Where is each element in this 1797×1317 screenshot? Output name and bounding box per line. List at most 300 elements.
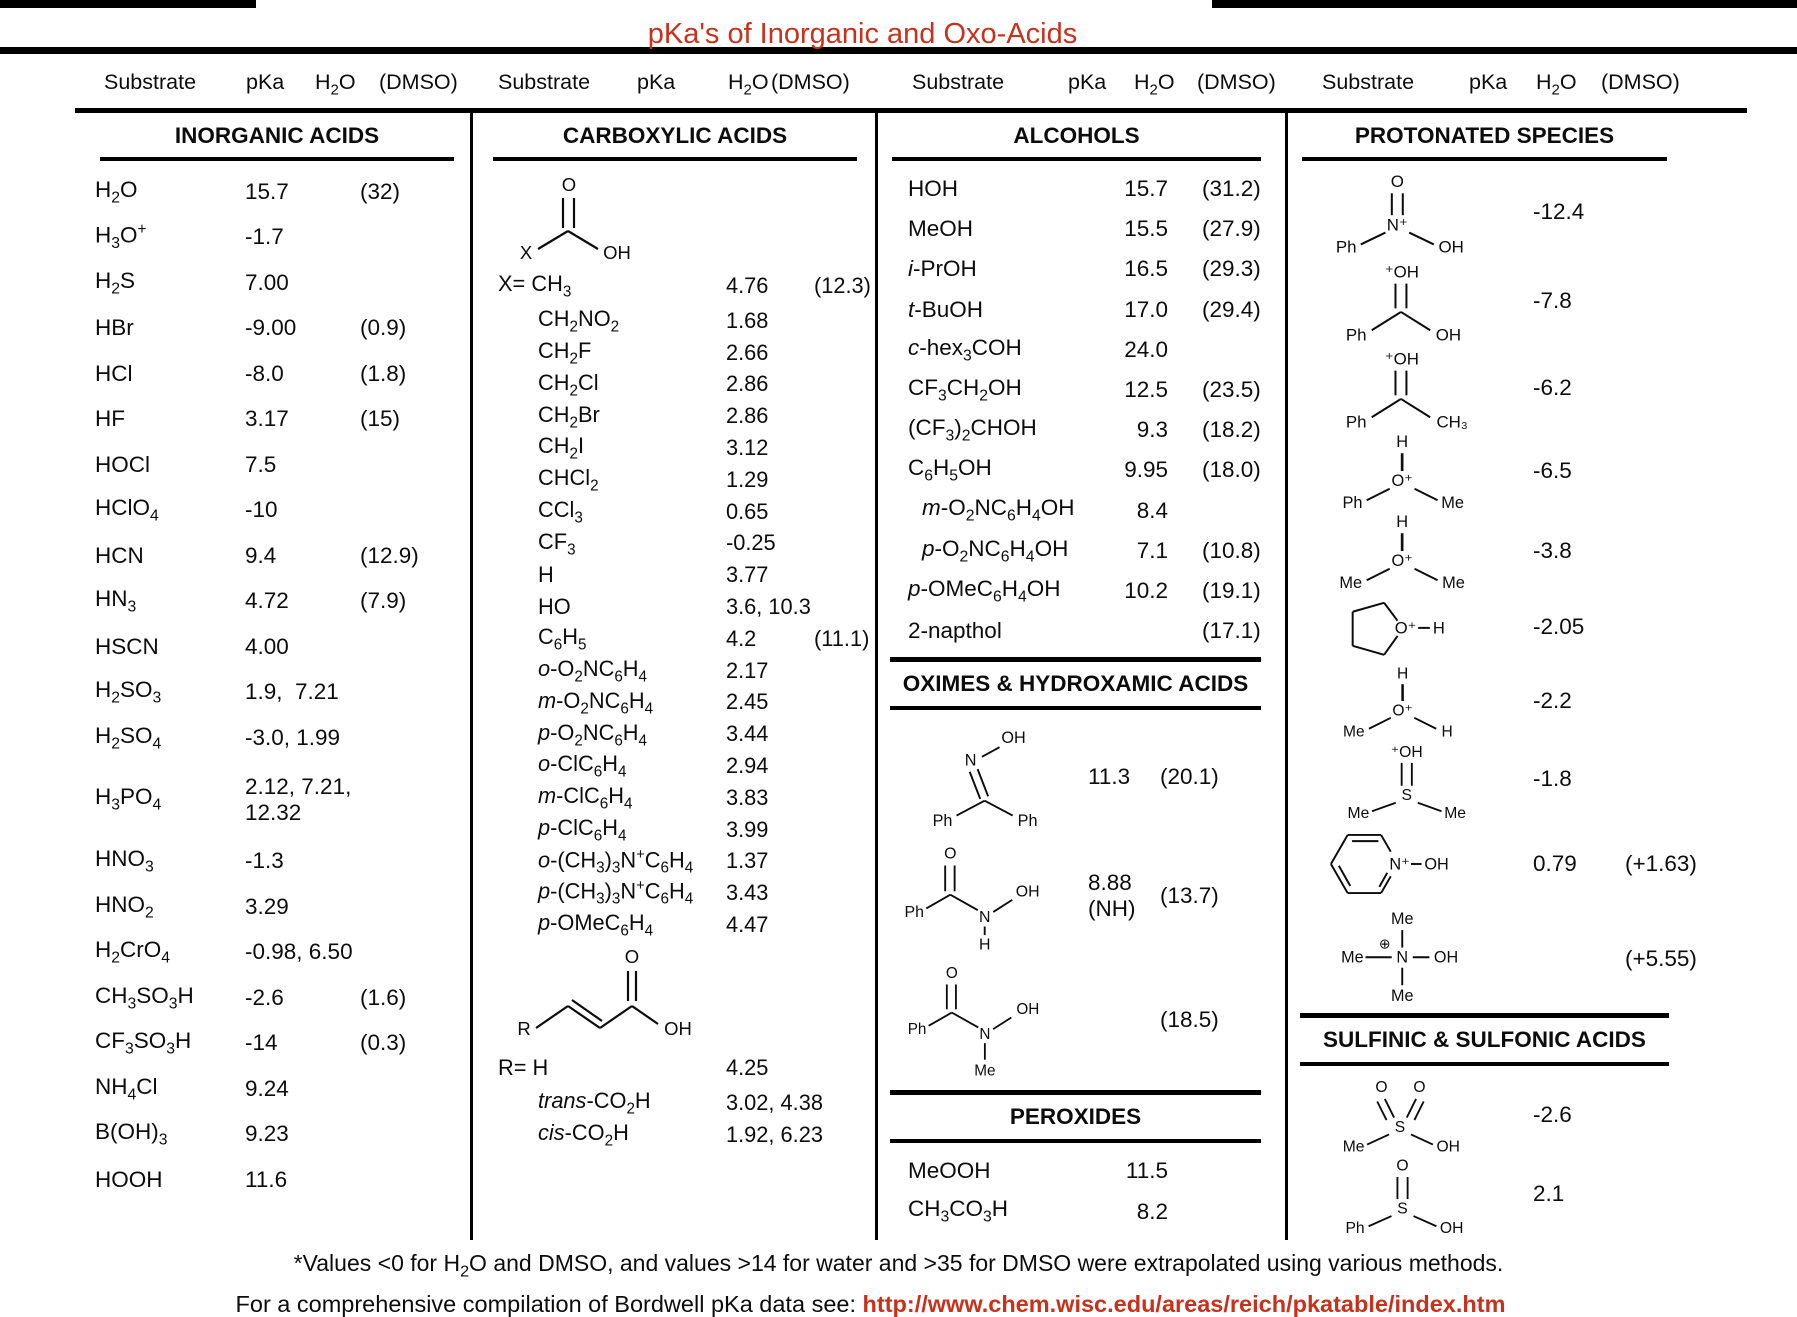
pka-value: -6.2 bbox=[1533, 375, 1572, 400]
section-title-inorganic-acids: INORGANIC ACIDS bbox=[100, 113, 454, 161]
pka-value: -1.7 bbox=[245, 224, 284, 250]
column-headers bbox=[0, 54, 1797, 108]
table-row bbox=[75, 1157, 470, 1203]
svg-text:Me: Me bbox=[1442, 574, 1465, 590]
table-row bbox=[75, 670, 470, 716]
table-row bbox=[75, 397, 470, 443]
substrate-formula: $H_2CrO_4$ bbox=[95, 937, 171, 967]
pka-value: 2.86 bbox=[726, 403, 769, 429]
substrate-formula: $o-O_2NC_6H_4$ bbox=[538, 655, 648, 686]
structure-row bbox=[1288, 1154, 1747, 1234]
substrate-formula: $X= CH_3$ bbox=[498, 271, 572, 301]
pka-value: 3.6, 10.3 bbox=[726, 594, 811, 620]
section-title-protonated-species: PROTONATED SPECIES bbox=[1302, 113, 1667, 161]
svg-text:Me: Me bbox=[1347, 805, 1370, 818]
svg-text:N: N bbox=[1396, 948, 1409, 967]
dmso-value: (18.5) bbox=[1160, 1007, 1219, 1033]
substrate-formula: $p-OMeC_6H_4$ bbox=[538, 910, 654, 940]
svg-text:N⁺: N⁺ bbox=[1386, 215, 1408, 235]
pka-value: 1.29 bbox=[726, 466, 769, 492]
header-h2o: $H_2O$ bbox=[1536, 70, 1577, 99]
table-row bbox=[473, 909, 875, 941]
svg-text:H: H bbox=[1396, 665, 1409, 683]
svg-text:⊕: ⊕ bbox=[1378, 935, 1391, 952]
table-row bbox=[878, 410, 1285, 450]
pka-value: 3.83 bbox=[726, 784, 769, 810]
structure-benzohydroxamic-acid bbox=[890, 838, 1088, 954]
structure-acrylic-acid bbox=[506, 943, 721, 1047]
substrate-formula: $H_2S$ bbox=[95, 267, 136, 297]
column-inorganic-acids bbox=[75, 113, 470, 1240]
substrate-formula: $HNO_2$ bbox=[95, 891, 154, 921]
table-row bbox=[75, 1112, 470, 1158]
pka-value: 4.2 bbox=[726, 625, 757, 651]
svg-text:Ph: Ph bbox=[904, 904, 924, 922]
footer-link[interactable]: http://www.chem.wisc.edu/areas/reich/pkatable/index.htm bbox=[862, 1290, 1506, 1317]
table-row bbox=[878, 1191, 1285, 1231]
svg-text:OH: OH bbox=[1436, 1138, 1460, 1153]
svg-text:OH: OH bbox=[1439, 1220, 1464, 1233]
svg-text:Ph: Ph bbox=[1335, 237, 1357, 256]
svg-text:O⁺: O⁺ bbox=[1391, 552, 1413, 571]
pka-value: 15.7 bbox=[1124, 176, 1168, 202]
pka-value: 2.1 bbox=[1533, 1181, 1565, 1206]
pka-value: 3.17 bbox=[245, 406, 289, 432]
substrate-formula: 2-napthol bbox=[908, 618, 1002, 644]
structure-row bbox=[1288, 431, 1747, 511]
pka-value: 2.66 bbox=[726, 339, 769, 365]
table-row bbox=[878, 209, 1285, 249]
structure-row bbox=[473, 941, 875, 1049]
table-row bbox=[473, 1087, 875, 1119]
svg-text:R: R bbox=[517, 1017, 531, 1039]
substrate-formula: $CH_2NO_2$ bbox=[538, 306, 620, 336]
pka-value: 3.02, 4.38 bbox=[726, 1089, 823, 1115]
pka-value: -14 bbox=[245, 1030, 278, 1056]
table-row bbox=[878, 370, 1285, 410]
svg-text:⁺OH: ⁺OH bbox=[1384, 349, 1419, 369]
table-row bbox=[473, 1049, 875, 1087]
section-title-peroxides: PEROXIDES bbox=[890, 1090, 1261, 1143]
structure-row bbox=[1288, 1076, 1747, 1154]
substrate-formula: $CF_3SO_3H$ bbox=[95, 1028, 192, 1058]
svg-text:Me: Me bbox=[974, 1062, 996, 1080]
svg-text:O: O bbox=[1375, 1079, 1388, 1097]
substrate-formula: $H_3O^+$ bbox=[95, 221, 147, 253]
pka-value: 0.79 bbox=[1533, 851, 1577, 876]
header-substrate: Substrate bbox=[104, 70, 197, 94]
substrate-formula: HOCl bbox=[95, 451, 150, 477]
svg-text:Me: Me bbox=[1343, 723, 1365, 738]
svg-text:Ph: Ph bbox=[932, 812, 953, 831]
substrate-formula: R= H bbox=[498, 1054, 549, 1080]
pka-value: 3.44 bbox=[726, 721, 769, 747]
table-row bbox=[878, 450, 1285, 490]
pka-value: 7.1 bbox=[1136, 537, 1168, 563]
table-row bbox=[878, 491, 1285, 531]
table-row bbox=[75, 351, 470, 397]
substrate-formula: $CH_2Br$ bbox=[538, 401, 600, 431]
table-row bbox=[473, 591, 875, 623]
table-row bbox=[473, 559, 875, 591]
table-row bbox=[75, 715, 470, 761]
header-dmso: (DMSO) bbox=[379, 70, 458, 94]
pka-value: 15.7 bbox=[245, 178, 289, 204]
svg-text:Me: Me bbox=[1441, 494, 1465, 510]
svg-text:Me: Me bbox=[1444, 805, 1466, 818]
dmso-value: (17.1) bbox=[1202, 618, 1261, 644]
dmso-value: (7.9) bbox=[360, 588, 407, 614]
table-row bbox=[878, 249, 1285, 289]
substrate-formula: HCN bbox=[95, 542, 144, 568]
svg-text:Ph: Ph bbox=[1345, 1220, 1365, 1233]
header-substrate: Substrate bbox=[912, 70, 1005, 94]
pka-value: -0.98, 6.50 bbox=[245, 939, 353, 965]
substrate-formula: $H_2SO_4$ bbox=[95, 722, 162, 752]
structure-row bbox=[878, 836, 1285, 956]
carboxylic-rows bbox=[473, 267, 875, 941]
structure-row bbox=[473, 165, 875, 267]
svg-text:H: H bbox=[1432, 618, 1445, 638]
pka-value: 2.17 bbox=[726, 657, 769, 683]
substrate-formula: HBr bbox=[95, 315, 134, 341]
svg-text:OH: OH bbox=[1016, 1001, 1040, 1019]
svg-text:O⁺: O⁺ bbox=[1392, 702, 1413, 720]
dmso-value: (+1.63) bbox=[1625, 851, 1697, 876]
svg-text:H: H bbox=[1441, 723, 1453, 738]
pka-value: -2.6 bbox=[245, 984, 284, 1010]
svg-text:N: N bbox=[964, 751, 977, 770]
table-row bbox=[878, 531, 1285, 571]
substrate-formula: $(CF_3)_2CHOH$ bbox=[908, 414, 1037, 445]
table-row bbox=[473, 305, 875, 337]
pka-value: -1.3 bbox=[245, 848, 284, 874]
header-substrate: Substrate bbox=[1322, 70, 1415, 94]
table-row bbox=[473, 267, 875, 305]
pka-value: 2.45 bbox=[726, 689, 769, 715]
svg-text:Ph: Ph bbox=[1345, 325, 1367, 344]
substrate-formula: $CF_3$ bbox=[538, 528, 576, 559]
svg-text:N⁺: N⁺ bbox=[1389, 855, 1410, 874]
svg-text:S: S bbox=[1394, 1118, 1406, 1136]
header-dmso: (DMSO) bbox=[1197, 70, 1276, 94]
structure-methanesulfonic-acid bbox=[1288, 1077, 1533, 1153]
svg-text:Ph: Ph bbox=[1342, 494, 1363, 510]
table-row bbox=[75, 1066, 470, 1112]
dmso-value: (12.3) bbox=[814, 273, 871, 298]
table-row bbox=[75, 442, 470, 488]
substrate-formula: i-PrOH bbox=[908, 256, 977, 282]
section-title-alcohols: ALCOHOLS bbox=[892, 113, 1261, 161]
table-row bbox=[75, 839, 470, 885]
substrate-formula: $m-O_2NC_6H_4$ bbox=[538, 687, 654, 718]
substrate-formula: MeOOH bbox=[908, 1158, 991, 1184]
pka-value: 2.94 bbox=[726, 753, 769, 779]
pka-value: -0.25 bbox=[726, 530, 776, 556]
pka-value: 2.12, 7.21, 12.32 bbox=[245, 774, 352, 825]
substrate-formula: $CH_2I$ bbox=[538, 433, 585, 463]
dmso-value: (+5.55) bbox=[1625, 946, 1697, 971]
dmso-value: (29.4) bbox=[1202, 296, 1261, 322]
dmso-value: (31.2) bbox=[1202, 176, 1261, 202]
pka-value: -6.5 bbox=[1533, 458, 1572, 483]
table-row bbox=[473, 655, 875, 687]
structure-protonated-anisole bbox=[1288, 432, 1533, 510]
header-dmso: (DMSO) bbox=[1601, 70, 1680, 94]
table-row bbox=[473, 496, 875, 528]
scan-artifact-bar bbox=[0, 0, 256, 8]
table-row bbox=[878, 611, 1285, 651]
table-row bbox=[473, 718, 875, 750]
pka-value: 11.5 bbox=[1125, 1158, 1168, 1184]
header-substrate: Substrate bbox=[498, 70, 591, 94]
structure-row bbox=[1288, 739, 1747, 819]
table-row bbox=[473, 623, 875, 655]
header-dmso: (DMSO) bbox=[771, 70, 850, 94]
header-pka: pKa bbox=[637, 70, 676, 94]
substrate-formula: $C_6H_5OH$ bbox=[908, 455, 992, 485]
substrate-formula: $H_2O$ bbox=[95, 176, 138, 206]
structure-row bbox=[1288, 663, 1747, 739]
svg-text:O: O bbox=[1413, 1079, 1426, 1097]
structure-n-hydroxypyridinium bbox=[1288, 820, 1533, 908]
svg-text:O: O bbox=[624, 945, 640, 967]
table-row bbox=[473, 687, 875, 719]
svg-text:OH: OH bbox=[1015, 883, 1040, 901]
pka-value: -3.8 bbox=[1533, 538, 1572, 563]
dmso-value: (32) bbox=[360, 178, 401, 204]
section-title-carboxylic-acids: CARBOXYLIC ACIDS bbox=[493, 113, 857, 161]
substrate-formula: HCl bbox=[95, 360, 133, 386]
pka-value: 9.4 bbox=[245, 542, 277, 568]
pka-value: 8.88 (NH) bbox=[1088, 870, 1136, 922]
structure-row bbox=[878, 718, 1285, 836]
table-row bbox=[473, 750, 875, 782]
table-row bbox=[75, 533, 470, 579]
pka-value: 4.25 bbox=[726, 1054, 769, 1080]
substrate-formula: $NH_4Cl$ bbox=[95, 1073, 158, 1103]
dmso-value: (29.3) bbox=[1202, 256, 1261, 282]
header-pka: pKa bbox=[246, 70, 285, 94]
page-title: pKa's of Inorganic and Oxo-Acids bbox=[647, 18, 1078, 50]
substrate-formula: $H_3PO_4$ bbox=[95, 784, 162, 814]
dmso-value: (18.2) bbox=[1202, 417, 1261, 443]
svg-text:⁺OH: ⁺OH bbox=[1390, 743, 1423, 761]
structure-benzenesulfinic-acid bbox=[1288, 1155, 1533, 1233]
pka-value: -9.00 bbox=[245, 315, 297, 341]
substrate-formula: $H_2SO_3$ bbox=[95, 677, 162, 707]
dmso-value: (13.7) bbox=[1160, 883, 1219, 909]
table-row bbox=[878, 169, 1285, 209]
header-h2o: $H_2O$ bbox=[728, 70, 769, 99]
structure-row bbox=[1288, 591, 1747, 663]
substrate-formula: HF bbox=[95, 406, 125, 432]
substrate-formula: $p-OMeC_6H_4OH$ bbox=[908, 575, 1061, 606]
svg-text:H: H bbox=[978, 936, 991, 954]
substrate-formula: $CH_3SO_3H$ bbox=[95, 982, 194, 1012]
substrate-formula: $m-O_2NC_6H_4OH$ bbox=[922, 495, 1075, 525]
table-row bbox=[75, 1021, 470, 1067]
structure-row bbox=[1288, 167, 1747, 257]
substrate-formula: $HNO_3$ bbox=[95, 846, 154, 876]
dmso-value: (12.9) bbox=[360, 542, 419, 568]
pka-value: 12.5 bbox=[1124, 377, 1168, 403]
table-row bbox=[75, 306, 470, 352]
pka-value: 0.65 bbox=[726, 498, 769, 524]
table-row bbox=[878, 1151, 1285, 1191]
table-row bbox=[75, 579, 470, 625]
svg-text:Ph: Ph bbox=[1017, 812, 1038, 831]
substrate-formula: $B(OH)_3$ bbox=[95, 1119, 168, 1149]
svg-text:S: S bbox=[1401, 787, 1412, 805]
pka-value: 3.12 bbox=[726, 435, 769, 461]
substrate-formula: MeOH bbox=[908, 216, 974, 242]
section-title-oximes: OXIMES & HYDROXAMIC ACIDS bbox=[890, 657, 1261, 710]
svg-text:Ph: Ph bbox=[907, 1021, 927, 1039]
table-row bbox=[75, 975, 470, 1021]
table-body bbox=[75, 108, 1747, 1240]
pka-value: 1.68 bbox=[726, 307, 769, 333]
substrate-formula: c-hex$_3$COH bbox=[908, 334, 1022, 365]
svg-text:O⁺: O⁺ bbox=[1394, 618, 1417, 638]
footer-reference-text: For a comprehensive compilation of Bordwell pKa data see: bbox=[235, 1290, 863, 1317]
table-row bbox=[75, 215, 470, 261]
pka-value: 17.0 bbox=[1124, 296, 1168, 322]
substrate-formula: trans-$CO_2H$ bbox=[538, 1088, 651, 1118]
dmso-value: (23.5) bbox=[1202, 377, 1261, 403]
alcohol-rows bbox=[878, 169, 1285, 651]
pka-value: 9.95 bbox=[1124, 457, 1168, 483]
substrate-formula: $HN_3$ bbox=[95, 586, 137, 616]
pka-value: 2.86 bbox=[726, 371, 769, 397]
table-row bbox=[878, 571, 1285, 611]
pka-value: -2.05 bbox=[1533, 614, 1585, 639]
svg-text:OH: OH bbox=[1001, 729, 1026, 748]
structure-protonated-acetophenone bbox=[1288, 346, 1533, 430]
structure-protonated-benzoic-acid bbox=[1288, 258, 1533, 344]
header-h2o: $H_2O$ bbox=[1134, 70, 1175, 99]
substrate-formula: $p-O_2NC_6H_4$ bbox=[538, 719, 648, 749]
table-row bbox=[473, 814, 875, 846]
structure-row bbox=[1288, 819, 1747, 909]
table-row bbox=[75, 169, 470, 215]
pka-value: 7.5 bbox=[245, 451, 277, 477]
table-row bbox=[473, 400, 875, 432]
svg-text:N: N bbox=[979, 1026, 991, 1044]
pka-value: 3.43 bbox=[726, 880, 769, 906]
substrate-formula: HClO$_4$ bbox=[95, 495, 159, 525]
dmso-value: (0.3) bbox=[360, 1030, 407, 1056]
structure-n-methyl-hydroxamic-acid bbox=[890, 958, 1088, 1082]
pka-value: 3.77 bbox=[726, 562, 769, 588]
pka-value: 9.23 bbox=[245, 1121, 289, 1147]
svg-text:Me: Me bbox=[1391, 987, 1414, 1005]
pka-value: 15.5 bbox=[1124, 216, 1168, 242]
svg-text:Me: Me bbox=[1339, 574, 1363, 590]
pka-value: -2.6 bbox=[1533, 1102, 1572, 1127]
svg-text:OH: OH bbox=[1435, 325, 1462, 344]
dmso-value: (19.1) bbox=[1202, 577, 1261, 603]
pka-value: -1.8 bbox=[1533, 766, 1572, 791]
structure-row bbox=[878, 956, 1285, 1084]
dmso-value: (1.6) bbox=[360, 984, 407, 1010]
dmso-value: (18.0) bbox=[1202, 457, 1261, 483]
substrate-formula: cis-$CO_2H$ bbox=[538, 1119, 629, 1150]
svg-text:OH: OH bbox=[1433, 948, 1459, 967]
svg-text:O⁺: O⁺ bbox=[1391, 472, 1413, 491]
svg-text:⁺OH: ⁺OH bbox=[1384, 262, 1419, 282]
pka-value: -7.8 bbox=[1533, 288, 1572, 313]
header-pka: pKa bbox=[1068, 70, 1107, 94]
substrate-formula: $p-ClC_6H_4$ bbox=[538, 814, 627, 845]
scan-artifact-bar bbox=[1212, 0, 1797, 8]
svg-text:OH: OH bbox=[603, 242, 631, 263]
structure-row bbox=[1288, 511, 1747, 591]
pka-value: -2.2 bbox=[1533, 688, 1572, 713]
pka-value: 1.9, 7.21 bbox=[245, 679, 339, 705]
acrylic-rows bbox=[473, 1049, 875, 1151]
substrate-formula: CCl$_3$ bbox=[538, 497, 583, 527]
svg-text:H: H bbox=[1396, 513, 1409, 532]
table-row bbox=[75, 260, 470, 306]
structure-row bbox=[1288, 909, 1747, 1009]
table-row bbox=[473, 432, 875, 464]
table-row bbox=[473, 369, 875, 401]
column-protonated-species bbox=[1285, 113, 1747, 1240]
structure-row bbox=[1288, 345, 1747, 431]
table-row bbox=[75, 624, 470, 670]
svg-text:OH: OH bbox=[1424, 855, 1449, 874]
pka-value: 9.3 bbox=[1136, 417, 1168, 443]
svg-text:H: H bbox=[1396, 433, 1409, 452]
structure-trimethylhydroxylammonium bbox=[1288, 910, 1533, 1008]
pka-value: -8.0 bbox=[245, 360, 284, 386]
svg-text:Me: Me bbox=[1341, 948, 1364, 967]
svg-text:OH: OH bbox=[1438, 237, 1464, 256]
svg-text:CH₃: CH₃ bbox=[1436, 412, 1468, 430]
table-row bbox=[473, 846, 875, 878]
table-row bbox=[473, 337, 875, 369]
svg-text:S: S bbox=[1397, 1200, 1408, 1218]
structure-row bbox=[1288, 257, 1747, 345]
peroxide-rows bbox=[878, 1151, 1285, 1231]
table-row bbox=[473, 782, 875, 814]
table-row bbox=[75, 930, 470, 976]
pka-value: 1.92, 6.23 bbox=[726, 1121, 823, 1147]
pka-value: 4.00 bbox=[245, 633, 289, 659]
section-title-sulfinic-sulfonic: SULFINIC & SULFONIC ACIDS bbox=[1300, 1013, 1669, 1066]
table-row bbox=[473, 1119, 875, 1151]
table-row bbox=[473, 528, 875, 560]
pka-value: 8.4 bbox=[1136, 497, 1168, 523]
pka-value: 3.29 bbox=[245, 893, 289, 919]
substrate-formula: CHCl$_2$ bbox=[538, 465, 599, 495]
pka-value: 24.0 bbox=[1124, 336, 1168, 362]
pka-value: 8.2 bbox=[1136, 1198, 1168, 1224]
table-row bbox=[473, 464, 875, 496]
pka-value: 16.5 bbox=[1124, 256, 1168, 282]
pka-value: 4.47 bbox=[726, 912, 769, 938]
svg-text:O: O bbox=[1396, 1157, 1409, 1175]
pka-value: 11.6 bbox=[245, 1166, 288, 1192]
structure-protonated-dimethyl-ether bbox=[1288, 512, 1533, 590]
column-carboxylic-acids bbox=[470, 113, 875, 1240]
svg-text:OH: OH bbox=[664, 1017, 692, 1039]
svg-text:Me: Me bbox=[1342, 1138, 1365, 1153]
pka-value: 1.37 bbox=[726, 848, 769, 874]
substrate-formula: $CH_2Cl$ bbox=[538, 369, 599, 400]
substrate-formula: $o-(CH_3)_3N^+C_6H_4$ bbox=[538, 846, 694, 877]
